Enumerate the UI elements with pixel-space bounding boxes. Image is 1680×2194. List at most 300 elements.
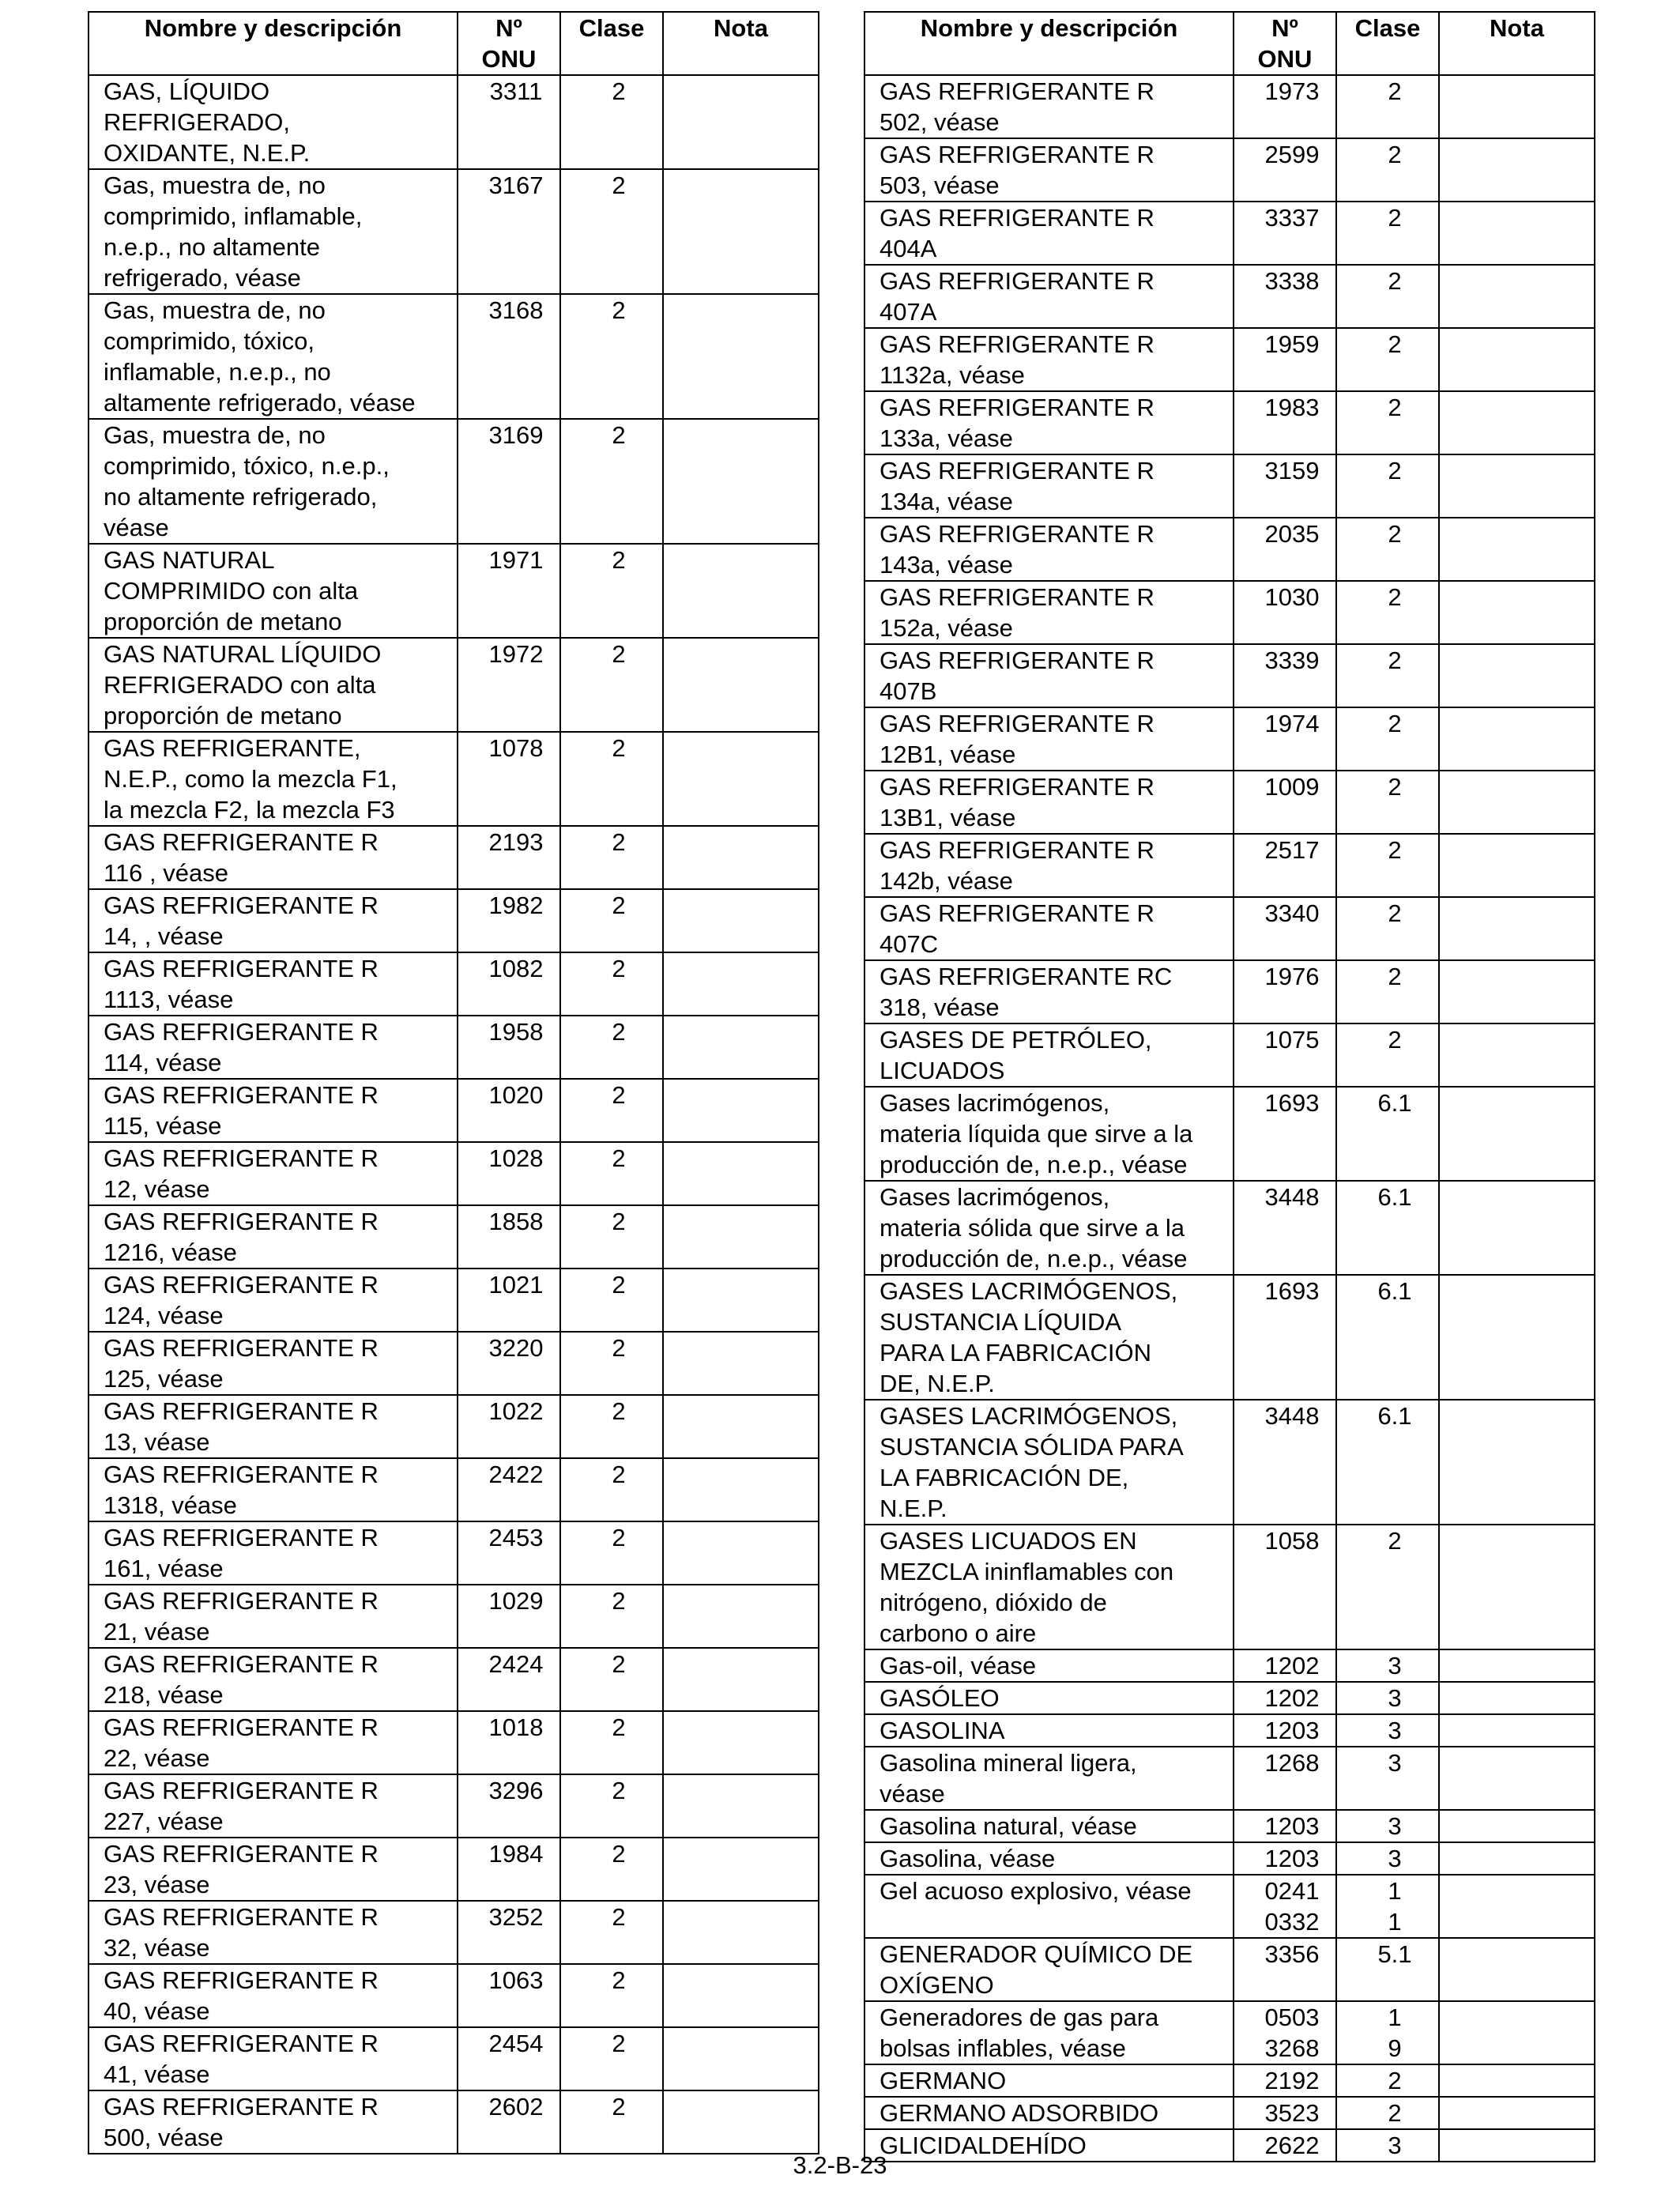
- entry-name: Gasolina, véase: [864, 1842, 1234, 1875]
- entry-onu-number: 1018: [458, 1711, 560, 1774]
- entry-note: [663, 1711, 819, 1774]
- entry-name: Gel acuoso explosivo, véase: [864, 1875, 1234, 1938]
- entry-onu-number: 1976: [1234, 960, 1336, 1023]
- entry-note: [663, 2027, 819, 2090]
- entry-class: 2: [1336, 75, 1439, 138]
- entry-onu-number: 1982: [458, 889, 560, 952]
- entry-name: GAS REFRIGERANTE R 503, véase: [864, 138, 1234, 202]
- table-row: [864, 518, 1595, 581]
- table-row: [864, 581, 1595, 644]
- entry-note: [663, 544, 819, 638]
- table-row: [864, 391, 1595, 454]
- table-row: [89, 294, 819, 419]
- entry-name: GASES DE PETRÓLEO, LICUADOS: [864, 1023, 1234, 1087]
- entry-note: [663, 1585, 819, 1648]
- header-clase: Clase: [1336, 12, 1439, 75]
- entry-class: 2: [1336, 581, 1439, 644]
- entry-class: 2: [560, 1079, 663, 1142]
- entry-note: [663, 169, 819, 294]
- table-row: [89, 1521, 819, 1585]
- entry-onu-number: 1021: [458, 1269, 560, 1332]
- entry-onu-number: 1009: [1234, 771, 1336, 834]
- entry-onu-number: 2602: [458, 2090, 560, 2154]
- entry-note: [663, 1901, 819, 1964]
- entry-onu-number: 3338: [1234, 265, 1336, 328]
- entry-class: 2: [560, 1585, 663, 1648]
- entry-name: GAS REFRIGERANTE R 124, véase: [89, 1269, 458, 1332]
- entry-name: GAS REFRIGERANTE R 41, véase: [89, 2027, 458, 2090]
- entry-onu-number: 1028: [458, 1142, 560, 1205]
- table-row: [864, 1181, 1595, 1275]
- table-row: [864, 138, 1595, 202]
- entry-name: GAS REFRIGERANTE R 502, véase: [864, 75, 1234, 138]
- entry-name: GAS REFRIGERANTE R 13, véase: [89, 1395, 458, 1458]
- table-row: [89, 2027, 819, 2090]
- entry-note: [1439, 2097, 1595, 2129]
- entry-note: [663, 1774, 819, 1838]
- entry-name: GAS REFRIGERANTE R 115, véase: [89, 1079, 458, 1142]
- entry-name: GAS REFRIGERANTE R 1318, véase: [89, 1458, 458, 1521]
- entry-name: GASES LACRIMÓGENOS, SUSTANCIA SÓLIDA PARA LA FABRICACIÓN DE, N.E.P.: [864, 1400, 1234, 1525]
- table-row: [864, 1087, 1595, 1181]
- entry-class: 2: [1336, 897, 1439, 960]
- entry-class: 2: [1336, 391, 1439, 454]
- entry-name: GAS NATURAL LÍQUIDO REFRIGERADO con alta proporción de metano: [89, 638, 458, 732]
- entry-onu-number: 1984: [458, 1838, 560, 1901]
- table-header-row: [89, 12, 819, 75]
- entry-note: [1439, 1181, 1595, 1275]
- left-entries-table: [88, 11, 819, 2154]
- entry-note: [1439, 960, 1595, 1023]
- entry-onu-number: 1203: [1234, 1810, 1336, 1842]
- entry-class: 2: [560, 169, 663, 294]
- entry-onu-number: 3448: [1234, 1400, 1336, 1525]
- entry-class: 2: [560, 1901, 663, 1964]
- entry-name: GAS REFRIGERANTE R 407B: [864, 644, 1234, 707]
- entry-onu-number: 2454: [458, 2027, 560, 2090]
- entry-name: GAS REFRIGERANTE R 143a, véase: [864, 518, 1234, 581]
- entry-note: [1439, 1747, 1595, 1810]
- table-row: [864, 1275, 1595, 1400]
- table-row: [89, 952, 819, 1016]
- table-row: [864, 2064, 1595, 2097]
- table-row: [89, 638, 819, 732]
- entry-onu-number: 3220: [458, 1332, 560, 1395]
- entry-class: 2: [1336, 834, 1439, 897]
- entry-onu-number: 3168: [458, 294, 560, 419]
- entry-name: GLICIDALDEHÍDO: [864, 2129, 1234, 2162]
- entry-name: GAS REFRIGERANTE R 1132a, véase: [864, 328, 1234, 391]
- entry-onu-number: 3159: [1234, 454, 1336, 518]
- entry-note: [1439, 1842, 1595, 1875]
- entry-class: 3: [1336, 1810, 1439, 1842]
- entry-class: 2: [1336, 518, 1439, 581]
- entry-note: [1439, 1649, 1595, 1682]
- table-row: [89, 419, 819, 544]
- entry-note: [1439, 1525, 1595, 1649]
- table-row: [864, 834, 1595, 897]
- entry-class: 6.1: [1336, 1181, 1439, 1275]
- entry-class: 2: [560, 1269, 663, 1332]
- entry-name: GAS REFRIGERANTE R 32, véase: [89, 1901, 458, 1964]
- entry-onu-number: 1075: [1234, 1023, 1336, 1087]
- header-nota: Nota: [663, 12, 819, 75]
- entry-name: GAS REFRIGERANTE R 161, véase: [89, 1521, 458, 1585]
- entry-class: 6.1: [1336, 1087, 1439, 1181]
- entry-onu-number: 1082: [458, 952, 560, 1016]
- entry-class: 2: [560, 638, 663, 732]
- entry-name: GAS REFRIGERANTE R 227, véase: [89, 1774, 458, 1838]
- entry-onu-number: 2517: [1234, 834, 1336, 897]
- entry-onu-number: 1203: [1234, 1714, 1336, 1747]
- table-row: [864, 1810, 1595, 1842]
- entry-name: GAS REFRIGERANTE R 116 , véase: [89, 826, 458, 889]
- entry-class: 2: [1336, 1023, 1439, 1087]
- table-row: [864, 707, 1595, 771]
- entry-note: [663, 1016, 819, 1079]
- entry-onu-number: 1022: [458, 1395, 560, 1458]
- entry-note: [1439, 1023, 1595, 1087]
- entry-onu-number: 3339: [1234, 644, 1336, 707]
- entry-note: [1439, 1682, 1595, 1714]
- entry-name: GAS REFRIGERANTE R 14, , véase: [89, 889, 458, 952]
- entry-name: GAS REFRIGERANTE R 404A: [864, 202, 1234, 265]
- table-row: [89, 1901, 819, 1964]
- table-row: [864, 1649, 1595, 1682]
- right-entries-table: [864, 11, 1595, 2162]
- entry-name: GAS REFRIGERANTE R 407C: [864, 897, 1234, 960]
- entry-onu-number: 1202: [1234, 1649, 1336, 1682]
- entry-name: GAS REFRIGERANTE R 12, véase: [89, 1142, 458, 1205]
- entry-name: Gases lacrimógenos, materia sólida que sirve a la producción de, n.e.p., véase: [864, 1181, 1234, 1275]
- entry-name: GENERADOR QUÍMICO DE OXÍGENO: [864, 1938, 1234, 2001]
- entry-note: [1439, 1875, 1595, 1938]
- table-row: [89, 1711, 819, 1774]
- table-row: [89, 1585, 819, 1648]
- entry-name: GAS REFRIGERANTE R 134a, véase: [864, 454, 1234, 518]
- table-row: [89, 1016, 819, 1079]
- table-row: [89, 889, 819, 952]
- entry-class: 2: [1336, 2064, 1439, 2097]
- table-row: [89, 169, 819, 294]
- entry-class: 2: [560, 1964, 663, 2027]
- entry-note: [663, 638, 819, 732]
- entry-class: 5.1: [1336, 1938, 1439, 2001]
- entry-note: [663, 1521, 819, 1585]
- table-row: [89, 1395, 819, 1458]
- entry-onu-number: 1972: [458, 638, 560, 732]
- entry-note: [1439, 138, 1595, 202]
- entry-note: [1439, 771, 1595, 834]
- entry-class: 2: [1336, 138, 1439, 202]
- entry-class: 3: [1336, 1747, 1439, 1810]
- table-row: [864, 1938, 1595, 2001]
- entry-class: 2: [560, 1205, 663, 1269]
- table-row: [864, 1747, 1595, 1810]
- entry-onu-number: 1858: [458, 1205, 560, 1269]
- entry-note: [663, 1332, 819, 1395]
- entry-note: [1439, 2001, 1595, 2064]
- entry-class: 3: [1336, 1714, 1439, 1747]
- entry-name: GAS REFRIGERANTE RC 318, véase: [864, 960, 1234, 1023]
- entry-name: GAS REFRIGERANTE R 13B1, véase: [864, 771, 1234, 834]
- entry-class: 2: [1336, 202, 1439, 265]
- entry-name: GERMANO ADSORBIDO: [864, 2097, 1234, 2129]
- entry-name: GAS REFRIGERANTE R 133a, véase: [864, 391, 1234, 454]
- header-name: Nombre y descripción: [89, 12, 458, 75]
- entry-class: 2: [560, 1648, 663, 1711]
- entry-note: [1439, 1714, 1595, 1747]
- entry-class: 2: [560, 2027, 663, 2090]
- entry-class: 2: [560, 2090, 663, 2154]
- entry-onu-number: 1268: [1234, 1747, 1336, 1810]
- table-row: [864, 644, 1595, 707]
- entry-class: 2: [560, 544, 663, 638]
- table-row: [864, 1525, 1595, 1649]
- entry-onu-number: 1020: [458, 1079, 560, 1142]
- table-row: [89, 732, 819, 826]
- entry-class: 2: [560, 1458, 663, 1521]
- entry-onu-number: 1203: [1234, 1842, 1336, 1875]
- entry-onu-number: 2192: [1234, 2064, 1336, 2097]
- entry-class: 2: [560, 1774, 663, 1838]
- entry-note: [1439, 644, 1595, 707]
- entry-onu-number: 3448: [1234, 1181, 1336, 1275]
- entry-name: GAS, LÍQUIDO REFRIGERADO, OXIDANTE, N.E.P.: [89, 75, 458, 169]
- entry-name: GAS REFRIGERANTE R 22, véase: [89, 1711, 458, 1774]
- entry-name: GASÓLEO: [864, 1682, 1234, 1714]
- entry-class: 2: [1336, 771, 1439, 834]
- entry-name: Gasolina mineral ligera, véase: [864, 1747, 1234, 1810]
- table-row: [864, 1023, 1595, 1087]
- entry-class: 1 9: [1336, 2001, 1439, 2064]
- entry-onu-number: 1063: [458, 1964, 560, 2027]
- entry-class: 2: [560, 294, 663, 419]
- entry-onu-number: 1078: [458, 732, 560, 826]
- entry-name: Gasolina natural, véase: [864, 1810, 1234, 1842]
- entry-name: GAS NATURAL COMPRIMIDO con alta proporción de metano: [89, 544, 458, 638]
- entry-class: 3: [1336, 1682, 1439, 1714]
- entry-note: [663, 1395, 819, 1458]
- entry-note: [663, 1964, 819, 2027]
- table-row: [864, 454, 1595, 518]
- entry-onu-number: 0503 3268: [1234, 2001, 1336, 2064]
- entry-onu-number: 0241 0332: [1234, 1875, 1336, 1938]
- entry-name: GAS REFRIGERANTE R 152a, véase: [864, 581, 1234, 644]
- entry-onu-number: 3311: [458, 75, 560, 169]
- entry-onu-number: 2424: [458, 1648, 560, 1711]
- entry-name: Generadores de gas para bolsas inflables, véase: [864, 2001, 1234, 2064]
- entry-note: [1439, 834, 1595, 897]
- entry-class: 2: [1336, 644, 1439, 707]
- entry-note: [663, 75, 819, 169]
- table-row: [864, 1714, 1595, 1747]
- table-row: [89, 1332, 819, 1395]
- page-number: 3.2-B-23: [793, 2151, 887, 2179]
- entry-onu-number: 1030: [1234, 581, 1336, 644]
- table-row: [89, 1838, 819, 1901]
- entry-note: [663, 294, 819, 419]
- entry-class: 2: [1336, 707, 1439, 771]
- table-row: [89, 1142, 819, 1205]
- entry-note: [1439, 897, 1595, 960]
- header-clase: Clase: [560, 12, 663, 75]
- entry-onu-number: 1983: [1234, 391, 1336, 454]
- entry-onu-number: 3167: [458, 169, 560, 294]
- entry-note: [1439, 1275, 1595, 1400]
- entry-class: 2: [1336, 265, 1439, 328]
- entry-name: Gases lacrimógenos, materia líquida que sirve a la producción de, n.e.p., véase: [864, 1087, 1234, 1181]
- entry-note: [663, 2090, 819, 2154]
- entry-class: 2: [1336, 328, 1439, 391]
- entry-note: [1439, 1810, 1595, 1842]
- entry-name: GAS REFRIGERANTE R 142b, véase: [864, 834, 1234, 897]
- entry-onu-number: 3523: [1234, 2097, 1336, 2129]
- entry-onu-number: 3252: [458, 1901, 560, 1964]
- table-row: [89, 1079, 819, 1142]
- entry-name: GAS REFRIGERANTE R 21, véase: [89, 1585, 458, 1648]
- entry-name: GAS REFRIGERANTE R 12B1, véase: [864, 707, 1234, 771]
- table-row: [864, 202, 1595, 265]
- table-row: [864, 771, 1595, 834]
- table-row: [89, 75, 819, 169]
- entry-name: GAS REFRIGERANTE R 125, véase: [89, 1332, 458, 1395]
- table-row: [864, 1400, 1595, 1525]
- entry-name: Gas, muestra de, no comprimido, tóxico, inflamable, n.e.p., no altamente refrigerado, véase: [89, 294, 458, 419]
- entry-onu-number: 1971: [458, 544, 560, 638]
- entry-class: 2: [1336, 2097, 1439, 2129]
- entry-name: GAS REFRIGERANTE R 500, véase: [89, 2090, 458, 2154]
- entry-onu-number: 1974: [1234, 707, 1336, 771]
- table-row: [864, 265, 1595, 328]
- entry-note: [663, 1205, 819, 1269]
- entry-class: 2: [560, 1142, 663, 1205]
- table-header-row: [864, 12, 1595, 75]
- entry-class: 2: [560, 826, 663, 889]
- entry-class: 2: [560, 1838, 663, 1901]
- entry-class: 2: [560, 1016, 663, 1079]
- entry-name: GAS REFRIGERANTE R 40, véase: [89, 1964, 458, 2027]
- entry-onu-number: 2035: [1234, 518, 1336, 581]
- entry-note: [1439, 391, 1595, 454]
- table-row: [89, 1458, 819, 1521]
- entry-note: [1439, 328, 1595, 391]
- entry-class: 3: [1336, 2129, 1439, 2162]
- entry-class: 6.1: [1336, 1400, 1439, 1525]
- entry-onu-number: 3169: [458, 419, 560, 544]
- entry-note: [663, 419, 819, 544]
- table-row: [89, 544, 819, 638]
- table-row: [864, 960, 1595, 1023]
- table-row: [864, 2001, 1595, 2064]
- entry-onu-number: 3337: [1234, 202, 1336, 265]
- table-row: [864, 328, 1595, 391]
- entry-note: [1439, 454, 1595, 518]
- entry-note: [1439, 202, 1595, 265]
- entry-class: 3: [1336, 1842, 1439, 1875]
- entry-note: [1439, 265, 1595, 328]
- entry-class: 2: [560, 419, 663, 544]
- entry-name: GERMANO: [864, 2064, 1234, 2097]
- entry-class: 2: [560, 952, 663, 1016]
- entry-class: 2: [1336, 454, 1439, 518]
- entry-onu-number: 3356: [1234, 1938, 1336, 2001]
- entry-name: GAS REFRIGERANTE R 218, véase: [89, 1648, 458, 1711]
- table-row: [89, 1964, 819, 2027]
- entry-class: 2: [560, 1395, 663, 1458]
- entry-note: [1439, 581, 1595, 644]
- table-row: [864, 897, 1595, 960]
- entry-onu-number: 2422: [458, 1458, 560, 1521]
- entry-name: Gas-oil, véase: [864, 1649, 1234, 1682]
- entry-note: [663, 1838, 819, 1901]
- header-onu: Nº ONU: [1234, 12, 1336, 75]
- entry-onu-number: 1958: [458, 1016, 560, 1079]
- entry-class: 2: [560, 75, 663, 169]
- entry-onu-number: 1693: [1234, 1087, 1336, 1181]
- entry-note: [663, 952, 819, 1016]
- entry-note: [1439, 518, 1595, 581]
- entry-onu-number: 2599: [1234, 138, 1336, 202]
- entry-note: [663, 1458, 819, 1521]
- entry-name: Gas, muestra de, no comprimido, tóxico, n.e.p., no altamente refrigerado, véase: [89, 419, 458, 544]
- entry-onu-number: 1202: [1234, 1682, 1336, 1714]
- entry-onu-number: 3340: [1234, 897, 1336, 960]
- entry-note: [663, 826, 819, 889]
- entry-note: [663, 1079, 819, 1142]
- entry-class: 2: [560, 1332, 663, 1395]
- entry-class: 2: [1336, 960, 1439, 1023]
- entry-onu-number: 2193: [458, 826, 560, 889]
- table-row: [89, 2090, 819, 2154]
- entry-onu-number: 1959: [1234, 328, 1336, 391]
- entry-note: [663, 1648, 819, 1711]
- entry-onu-number: 1029: [458, 1585, 560, 1648]
- entry-name: GAS REFRIGERANTE R 1113, véase: [89, 952, 458, 1016]
- entry-name: GAS REFRIGERANTE R 407A: [864, 265, 1234, 328]
- entry-name: GAS REFRIGERANTE, N.E.P., como la mezcla F1, la mezcla F2, la mezcla F3: [89, 732, 458, 826]
- entry-note: [663, 732, 819, 826]
- entry-name: GASES LACRIMÓGENOS, SUSTANCIA LÍQUIDA PARA LA FABRICACIÓN DE, N.E.P.: [864, 1275, 1234, 1400]
- table-row: [89, 1648, 819, 1711]
- header-name: Nombre y descripción: [864, 12, 1234, 75]
- entry-note: [1439, 2064, 1595, 2097]
- entry-onu-number: 1973: [1234, 75, 1336, 138]
- entry-onu-number: 3296: [458, 1774, 560, 1838]
- entry-note: [1439, 1938, 1595, 2001]
- entry-onu-number: 1058: [1234, 1525, 1336, 1649]
- entry-note: [1439, 1400, 1595, 1525]
- table-row: [864, 2097, 1595, 2129]
- entry-onu-number: 2622: [1234, 2129, 1336, 2162]
- entry-name: GAS REFRIGERANTE R 114, véase: [89, 1016, 458, 1079]
- table-row: [89, 1774, 819, 1838]
- entry-class: 1 1: [1336, 1875, 1439, 1938]
- entry-note: [1439, 75, 1595, 138]
- entry-onu-number: 2453: [458, 1521, 560, 1585]
- entry-note: [1439, 707, 1595, 771]
- entry-class: 2: [560, 1711, 663, 1774]
- table-row: [89, 1269, 819, 1332]
- entry-note: [663, 1142, 819, 1205]
- entry-class: 3: [1336, 1649, 1439, 1682]
- header-onu: Nº ONU: [458, 12, 560, 75]
- table-row: [864, 1842, 1595, 1875]
- entry-name: GASOLINA: [864, 1714, 1234, 1747]
- table-row: [89, 826, 819, 889]
- entry-class: 2: [560, 1521, 663, 1585]
- entry-name: GAS REFRIGERANTE R 1216, véase: [89, 1205, 458, 1269]
